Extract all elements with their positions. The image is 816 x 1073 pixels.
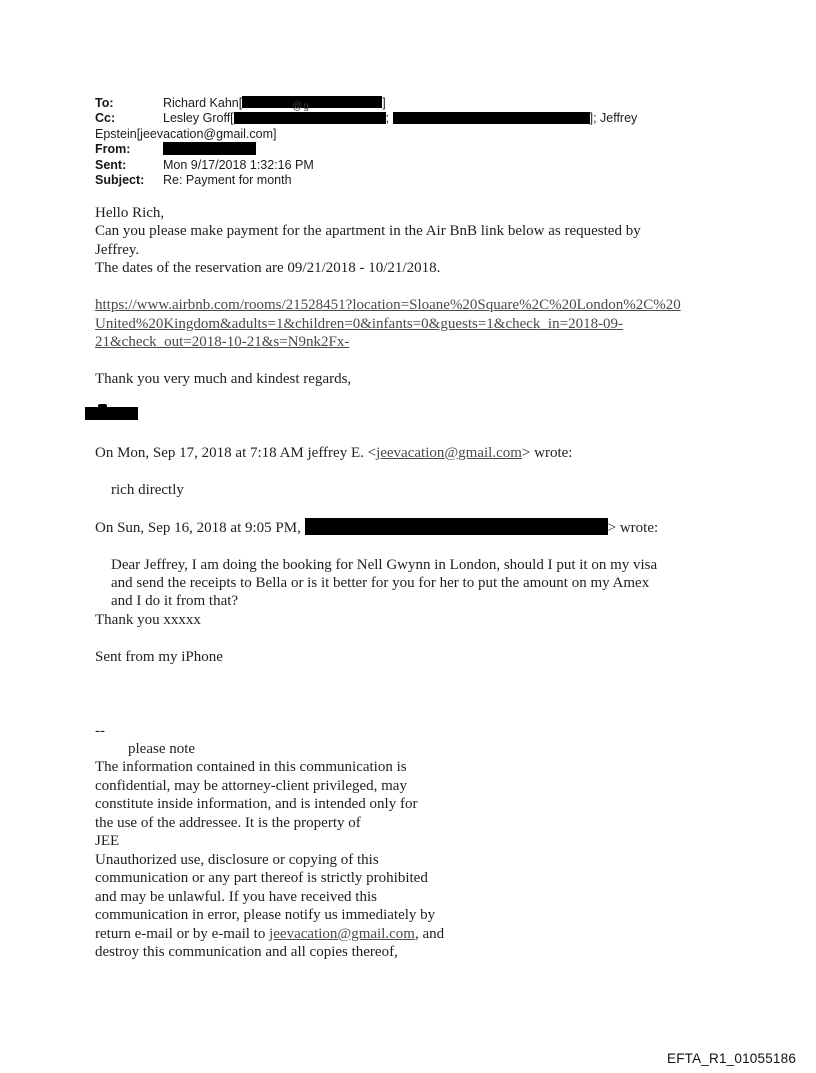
to-value-pre: Richard Kahn[ [163, 96, 243, 110]
disclaimer-line-2: confidential, may be attorney-client privileged, may [95, 777, 407, 794]
quote2-attribution-line [95, 518, 775, 537]
from-label: From: [95, 142, 131, 157]
disclaimer-line-6: Unauthorized use, disclosure or copying of this [95, 851, 379, 868]
greeting-line: Hello Rich, [95, 205, 165, 221]
jeevacation-email-link[interactable]: jeevacation@gmail.com [269, 925, 415, 942]
header-from-row [95, 142, 743, 157]
header-subject-row [95, 173, 743, 188]
airbnb-link[interactable]: United%20Kingdom&adults=1&children=0&infants=0&guests=1&check_in=2018-09- [95, 315, 624, 332]
airbnb-link[interactable]: https://www.airbnb.com/rooms/21528451?location=Sloane%20Square%2C%20London%2C%20 [95, 297, 681, 314]
disclaimer-line-8: and may be unlawful. If you have received this [95, 888, 377, 905]
redaction-bar-quote2-sender [305, 518, 608, 535]
disclaimer-line-9: communication in error, please notify us immediately by [95, 907, 436, 924]
jeevacation-email-link[interactable]: jeevacation@gmail.com [376, 444, 522, 461]
signature-line [95, 407, 775, 425]
bates-number: EFTA_R1_01055186 [667, 1051, 797, 1066]
airbnb-link-line-3 [95, 333, 775, 351]
blank-line [95, 389, 775, 407]
quote1-pre-text: On Mon, Sep 17, 2018 at 7:18 AM jeffrey E. < [95, 444, 377, 461]
sent-from-iphone-line: Sent from my iPhone [95, 648, 223, 665]
sent-label: Sent: [95, 157, 127, 172]
airbnb-link[interactable]: 21&check_out=2018-10-21&s=N9nk2Fx- [95, 334, 350, 351]
disclaimer-line-7: communication or any part thereof is strictly prohibited [95, 870, 428, 887]
cc-separator: ; [385, 111, 393, 126]
disclaimer-line-10-pre: return e-mail or by e-mail to [95, 925, 270, 942]
redaction-bar-cc-email-2 [393, 112, 590, 124]
cc-value-line2: Epstein[jeevacation@gmail.com] [95, 126, 277, 141]
disclaimer-line-10-post: , and [414, 925, 445, 942]
header-sent-row [95, 158, 743, 173]
sent-value: Mon 9/17/2018 1:32:16 PM [163, 157, 314, 172]
blank-line [95, 278, 775, 296]
to-value-post: ] [382, 96, 386, 110]
quote1-post-text: > wrote: [521, 444, 573, 461]
blank-line [95, 352, 775, 370]
blank-line [95, 499, 775, 517]
quote2-body-line-1: Dear Jeffrey, I am doing the booking for Nell Gwynn in London, should I put it on my visa [111, 556, 658, 573]
blank-line [95, 537, 775, 555]
quote2-body-line-3: and I do it from that? [111, 593, 239, 610]
reservation-dates-line: The dates of the reservation are 09/21/2018 - 10/21/2018. [95, 260, 441, 277]
blank-line [95, 703, 775, 721]
cc-value-pre: Lesley Groff[ [163, 111, 234, 126]
quote2-pre-text: On Sun, Sep 16, 2018 at 9:05 PM, [95, 519, 305, 536]
subject-label: Subject: [95, 173, 145, 188]
disclaimer-line-11: destroy this communication and all copies thereof, [95, 943, 398, 960]
redaction-bar-from [163, 142, 256, 155]
redaction-bar-cc-email-1 [234, 112, 386, 124]
blank-line [95, 629, 775, 647]
redaction-leak-text: @g [292, 101, 310, 112]
redaction-bar-signature [85, 407, 138, 420]
quote1-attribution-line [95, 444, 775, 462]
disclaimer-line-1: The information contained in this communication is [95, 759, 407, 776]
disclaimer-line-3: constitute inside information, and is intended only for [95, 796, 418, 813]
quote2-post-text: > wrote: [607, 519, 659, 536]
cc-value-post: ]; Jeffrey [589, 111, 638, 126]
subject-value: Re: Payment for month [163, 173, 292, 188]
email-header [95, 96, 743, 188]
cc-label: Cc: [95, 111, 116, 126]
blank-line [95, 462, 775, 480]
header-cc-row [95, 111, 743, 142]
blank-line [95, 685, 775, 703]
airbnb-link-line-1 [95, 296, 775, 314]
redaction-bar-to-email [242, 96, 382, 112]
quote2-body-line-2: and send the receipts to Bella or is it better for you for her to put the amount on my Amex [111, 574, 650, 591]
airbnb-link-line-2 [95, 315, 775, 333]
email-body [95, 204, 775, 961]
signature-divider: -- [95, 722, 105, 739]
blank-line [95, 425, 775, 443]
blank-line [95, 666, 775, 684]
request-line-2: Jeffrey. [95, 241, 140, 258]
closing-line: Thank you very much and kindest regards, [95, 371, 352, 388]
disclaimer-line-4: the use of the addressee. It is the property of [95, 814, 361, 831]
header-to-row [95, 96, 743, 111]
disclaimer-line-10 [95, 925, 775, 943]
quote1-body-line: rich directly [111, 481, 184, 498]
request-line-1: Can you please make payment for the apartment in the Air BnB link below as requested by [95, 223, 641, 240]
quote2-body-line-4: Thank you xxxxx [95, 611, 201, 628]
to-label: To: [95, 96, 114, 110]
disclaimer-line-5: JEE [95, 833, 120, 850]
disclaimer-title: please note [128, 740, 196, 757]
